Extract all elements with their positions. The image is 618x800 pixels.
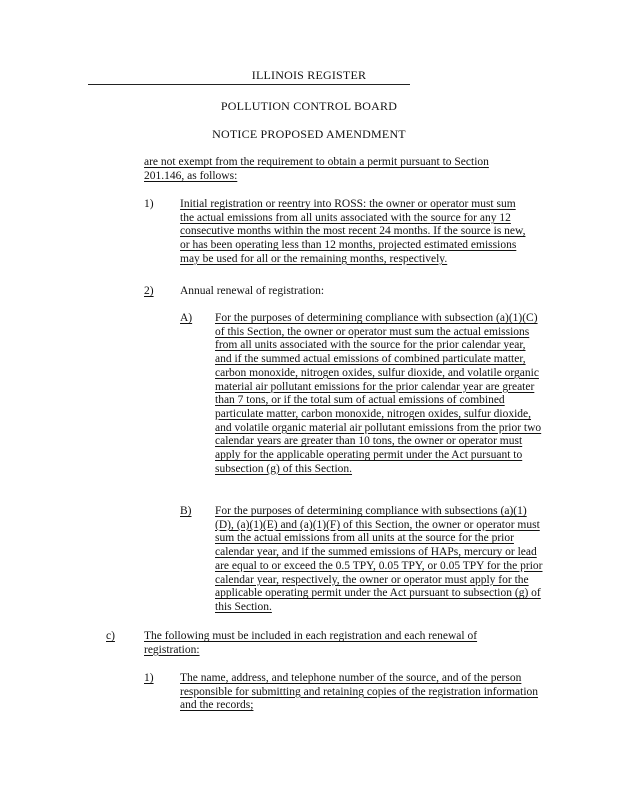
item-c-label: c) [106, 630, 115, 642]
item-c1-label: 1) [144, 672, 154, 684]
item-c1-text: The name, address, and telephone number of the source, and of the person responsible for submitting and retaining copies of the registration information and the records; [180, 672, 539, 712]
notice-title: NOTICE PROPOSED AMENDMENT [212, 127, 406, 141]
item-2-label: 2) [144, 285, 154, 297]
item-1-label: 1) [144, 198, 154, 210]
item-B-text: For the purposes of determining compliance with subsections (a)(1)(D), (a)(1)(E) and (a)(1)(F) of this Section, the owner or operator must sum the actual emissions from all units at the source for the prior calendar year, and if the summed emissions of HAPs, mercury or lead are equal to or exceed the 0.5 TPY, 0.05 TPY, or 0.05 TPY for the prior calendar year, respectively, the owner or operator must apply for the applicable operating permit under the Act pursuant to subsection (g) of this Section. [215, 505, 543, 613]
board-title: POLLUTION CONTROL BOARD [220, 99, 398, 113]
intro-paragraph: are not exempt from the requirement to obtain a permit pursuant to Section 201.146, as follows: [144, 156, 489, 182]
item-A-text: For the purposes of determining compliance with subsection (a)(1)(C) of this Section, the owner or operator must sum the actual emissions from all units associated with the source for the prior calendar year, and if the summed actual emissions of combined particulate matter, carbon monoxide, nitrogen oxides, sulfur dioxide, and volatile organic material air pollutant emissions for the prior calendar year are greater than 7 tons, or if the total sum of actual emissions of combined particulate matter, carbon monoxide, nitrogen oxides, sulfur dioxide, and volatile organic material air pollutant emissions from the prior two calendar years are greater than 10 tons, the owner or operator must apply for the applicable operating permit under the Act pursuant to subsection (g) of this Section. [215, 312, 542, 475]
item-B-label: B) [180, 505, 192, 517]
header-rule [88, 84, 410, 85]
register-title: ILLINOIS REGISTER [251, 68, 367, 82]
item-c-text: The following must be included in each registration and each renewal of registration: [144, 630, 478, 656]
item-A-label: A) [180, 312, 193, 324]
item-2-text: Annual renewal of registration: [180, 285, 325, 297]
item-1-text: Initial registration or reentry into ROSS: the owner or operator must sum the actual emissions from all units associated with the source for any 12 consecutive months within the most recent 24 months. If the source is new, or has been operating less than 12 months, projected estimated emissions may be used for all or the remaining months, respectively. [180, 198, 526, 265]
